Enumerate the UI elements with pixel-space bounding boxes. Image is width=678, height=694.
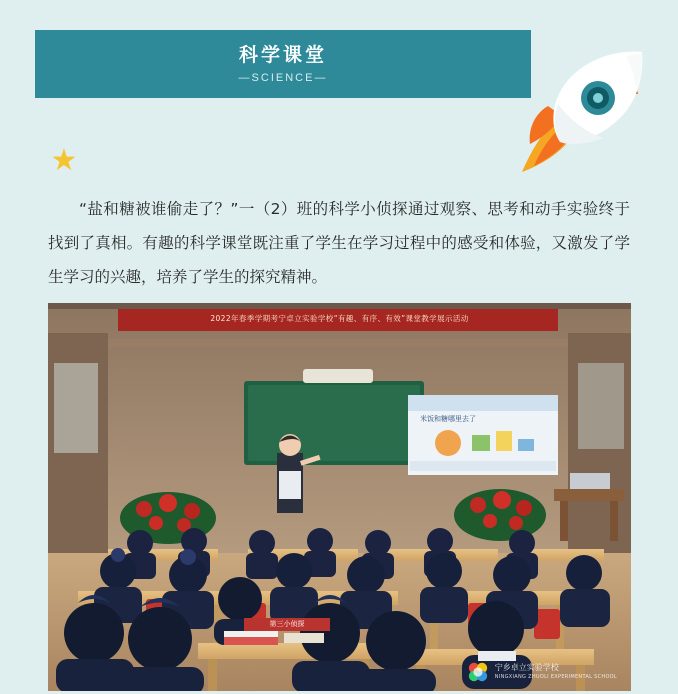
- watermark: [465, 659, 617, 685]
- photo-banner-caption: 2022年春季学期考宁卓立实验学校“有趣、有序、有效”课堂教学展示活动: [210, 314, 469, 323]
- page-subtitle: —SCIENCE—: [238, 71, 328, 84]
- header-banner-area: [0, 30, 678, 102]
- section-banner: [35, 30, 531, 98]
- article-paragraph: “盐和糖被谁偷走了？”一（2）班的科学小侦探通过观察、思考和动手实验终于找到了真相。有趣的科学课堂既注重了学生在学习过程中的感受和体验，又激发了学生学习的兴趣，培养了学生的探究精神。: [48, 200, 630, 286]
- rocket-icon: [508, 46, 658, 176]
- classroom-photo: [48, 303, 631, 691]
- desk-tag: 第三小侦探: [244, 618, 330, 631]
- page-title: 科学课堂: [238, 45, 327, 67]
- screen-caption: 米饭和糖哪里去了: [420, 415, 476, 423]
- watermark-name-en: NINGXIANG ZHUOLI EXPERIMENTAL SCHOOL: [494, 674, 617, 681]
- watermark-name: 宁乡卓立实验学校: [494, 663, 559, 673]
- star-icon: ★: [50, 144, 78, 177]
- school-logo-icon: [465, 659, 491, 685]
